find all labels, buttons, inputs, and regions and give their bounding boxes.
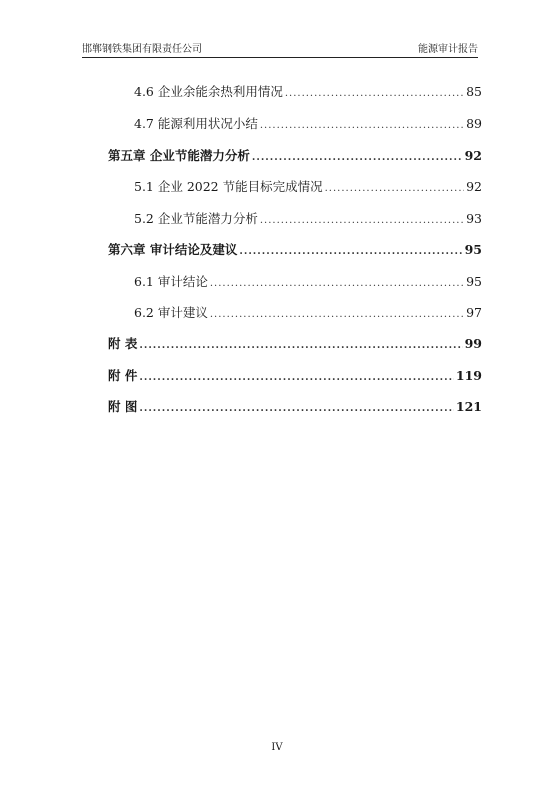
toc-page: 95	[466, 274, 482, 289]
toc-entry-5-1[interactable]	[134, 178, 482, 196]
toc-leader	[285, 85, 464, 103]
toc-entry-appendix-attachments[interactable]	[108, 367, 482, 385]
toc-page: 89	[466, 116, 482, 131]
toc-page: 93	[466, 211, 482, 226]
toc-entry-4-6[interactable]	[134, 83, 482, 101]
toc-label: 4.6 企业余能余热利用情况	[134, 84, 283, 99]
toc-entry-5-2[interactable]	[134, 210, 482, 228]
toc-entry-6-2[interactable]	[134, 304, 482, 322]
toc-label: 附 图	[108, 399, 138, 414]
toc-page: 92	[464, 148, 482, 163]
header-doc-title: 能源审计报告	[418, 44, 478, 55]
toc-leader	[139, 400, 454, 418]
toc-leader	[260, 117, 464, 135]
toc-leader	[210, 306, 464, 324]
toc-label: 6.2 审计建议	[134, 305, 208, 320]
toc-leader	[139, 369, 454, 387]
toc-entry-chapter-6[interactable]	[108, 241, 482, 259]
toc-page: 97	[466, 305, 482, 320]
toc-entry-6-1[interactable]	[134, 273, 482, 291]
header-company: 邯郸钢铁集团有限责任公司	[82, 44, 202, 55]
toc-leader	[325, 180, 464, 198]
toc-page: 92	[466, 179, 482, 194]
page-number: IV	[271, 742, 283, 753]
toc-leader	[239, 243, 462, 261]
toc-entry-appendix-tables[interactable]	[108, 335, 482, 353]
toc-entry-appendix-figures[interactable]	[108, 398, 482, 416]
toc-entry-4-7[interactable]	[134, 115, 482, 133]
toc-entry-chapter-5[interactable]	[108, 147, 482, 165]
toc-page: 99	[464, 336, 482, 351]
toc-label: 第五章 企业节能潜力分析	[108, 148, 250, 163]
toc-label: 5.2 企业节能潜力分析	[134, 211, 258, 226]
toc-leader	[260, 212, 464, 230]
toc-label: 5.1 企业 2022 节能目标完成情况	[134, 179, 323, 194]
toc-label: 第六章 审计结论及建议	[108, 242, 238, 257]
toc-label: 附 件	[108, 368, 138, 383]
page-header	[82, 40, 478, 58]
toc-leader	[252, 149, 463, 167]
toc-label: 附 表	[108, 336, 138, 351]
toc-leader	[210, 275, 464, 293]
toc-page: 85	[466, 84, 482, 99]
toc-page: 121	[455, 399, 482, 414]
toc-page: 119	[455, 368, 482, 383]
toc-label: 4.7 能源利用状况小结	[134, 116, 258, 131]
toc-label: 6.1 审计结论	[134, 274, 208, 289]
toc-leader	[139, 337, 462, 355]
toc-page: 95	[464, 242, 482, 257]
